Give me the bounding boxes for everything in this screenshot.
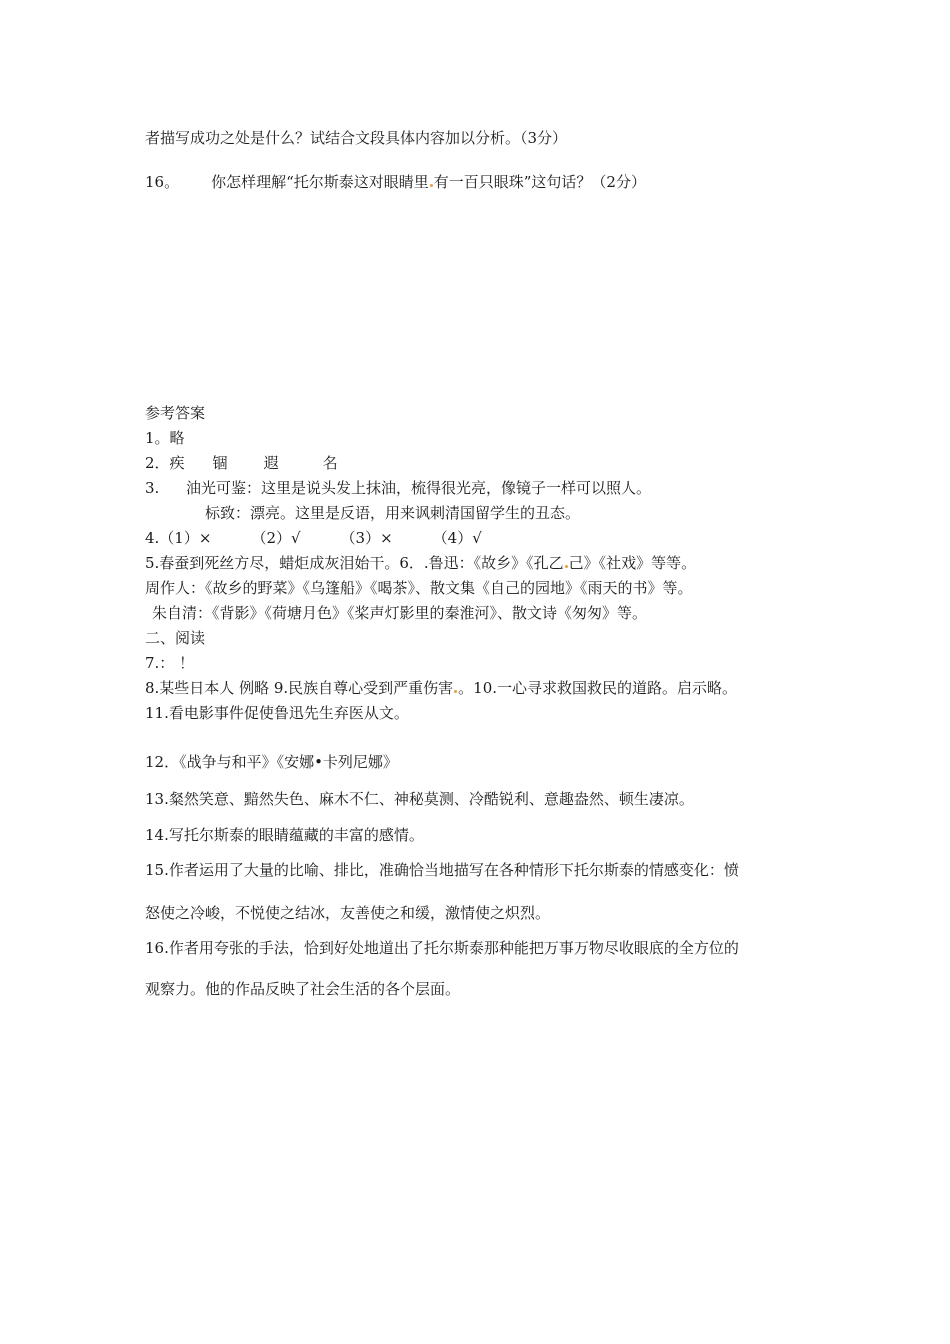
answer-2 [145,453,338,473]
answer-3-line-2: 标致：漂亮。这里是反语，用来讽刺清国留学生的丑态。 [205,504,581,522]
answer-5-text-b: 己》《社戏》等等。 [568,554,697,572]
answer-15-line-1: 15.作者运用了大量的比喻、排比，准确恰当地描写在各种情形下托尔斯泰的情感变化：愤 [145,861,739,879]
mark-dot-icon [454,690,457,693]
answer-13: 13.粲然笑意、黯然失色、麻木不仁、神秘莫测、冷酷锐利、意趣盎然、顿生凄凉。 [145,790,694,808]
question-16-number: 16。 [145,173,180,191]
answer-2-item: 遐 [263,454,279,472]
question-16-text-b: 有一百只眼珠”这句话？（2分） [433,173,646,191]
answers-heading: 参考答案 [145,404,206,422]
answer-8-text-b: 。10.一心寻求救国救民的道路。启示略。 [458,679,738,697]
answer-6-zhu-ziqing: 朱自清：《背影》《荷塘月色》《桨声灯影里的秦淮河》、散文诗《匆匆》等。 [152,604,648,622]
answer-2-item: 2．疾 [145,454,185,472]
answer-1: 1。略 [145,429,185,447]
answer-2-item: 锢 [212,454,228,472]
answer-5-6 [145,553,696,573]
answer-16-line-1: 16.作者用夸张的手法，恰到好处地道出了托尔斯泰那种能把万事万物尽收眼底的全方位的 [145,939,739,957]
answer-3-number: 3. [145,479,160,497]
question-16-text-a: 你怎样理解“托尔斯泰这对眼睛里 [211,173,429,191]
question-15-tail: 者描写成功之处是什么？试结合文段具体内容加以分析。（3分） [145,129,568,147]
answer-8-9-10 [145,678,737,698]
answer-4-item: （2）√ [251,529,301,547]
answer-5-text-a: 5.春蚕到死丝方尽，蜡炬成灰泪始干。6．.鲁迅：《故乡》《孔乙 [145,554,564,572]
answer-7: 7.： ！ [145,654,195,672]
mark-dot-icon [430,184,433,187]
answer-4-item: （3）× [340,529,393,547]
answer-4-item: 4.（1）× [145,529,212,547]
mark-dot-icon [565,565,568,568]
answer-15-line-2: 怒使之冷峻，不悦使之结冰，友善使之和缓，激情使之炽烈。 [145,904,551,922]
answer-8-text-a: 8.某些日本人 例略 9.民族自尊心受到严重伤害 [145,679,454,697]
question-16 [145,172,646,192]
answer-14: 14.写托尔斯泰的眼睛蕴藏的丰富的感情。 [145,826,424,844]
section-heading-reading: 二、阅读 [145,629,206,647]
answer-12: 12．《战争与和平》《安娜•卡列尼娜》 [145,753,398,771]
answer-6-zhou-zuoren: 周作人：《故乡的野菜》《乌篷船》《喝茶》、散文集《自己的园地》《雨天的书》等。 [145,579,693,597]
answer-4 [145,528,482,548]
answer-4-item: （4）√ [432,529,482,547]
answer-2-item: 名 [322,454,338,472]
answer-3-line-1: 油光可鉴：这里是说头发上抹油，梳得很光亮，像镜子一样可以照人。 [186,479,652,497]
answer-16-line-2: 观察力。他的作品反映了社会生活的各个层面。 [145,980,461,998]
answer-11: 11.看电影事件促使鲁迅先生弃医从文。 [145,704,409,722]
